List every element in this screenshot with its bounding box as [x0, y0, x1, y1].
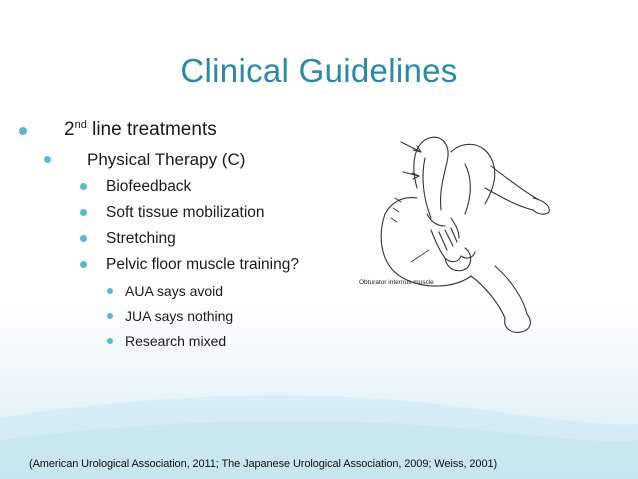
citation: (American Urological Association, 2011; The Japanese Urological Association, 2009; Weiss, 2001) [29, 458, 498, 470]
pelvic-exam-illustration [355, 118, 555, 338]
level3-label: Stretching [106, 230, 176, 247]
figure-label: Obturator internus muscle [359, 279, 434, 286]
bullet-dot-icon [80, 209, 87, 216]
bullet-level2 [87, 150, 245, 170]
treatment-line-number: 2 [64, 119, 75, 140]
bullet-level1 [64, 119, 217, 141]
bullet-level4 [125, 308, 233, 324]
level4-label: JUA says nothing [125, 308, 234, 324]
bullet-dot-icon [44, 156, 51, 163]
bullet-level4 [125, 333, 226, 349]
bullet-dot-icon [107, 288, 113, 294]
bullet-dot-icon [80, 183, 87, 190]
bullet-dot-icon [80, 235, 87, 242]
bullet-dot-icon [80, 261, 87, 268]
bullet-dot-icon [107, 338, 113, 344]
treatment-line-suffix: nd [74, 119, 87, 131]
physical-therapy-label: Physical Therapy (C) [87, 150, 246, 169]
level4-label: AUA says avoid [125, 283, 224, 299]
bullet-level3 [106, 256, 299, 274]
slide-title: Clinical Guidelines [180, 52, 458, 89]
level4-label: Research mixed [125, 333, 227, 349]
treatment-line-label: line treatments [86, 119, 217, 140]
level3-label: Biofeedback [106, 178, 192, 195]
bullet-dot-icon [19, 127, 27, 135]
level3-label: Pelvic floor muscle training? [106, 256, 299, 273]
bullet-level3 [106, 178, 191, 196]
bullet-level3 [106, 204, 265, 222]
bullet-level4 [125, 283, 223, 299]
bullet-dot-icon [107, 313, 113, 319]
bullet-level3 [106, 230, 176, 248]
level3-label: Soft tissue mobilization [106, 204, 265, 221]
